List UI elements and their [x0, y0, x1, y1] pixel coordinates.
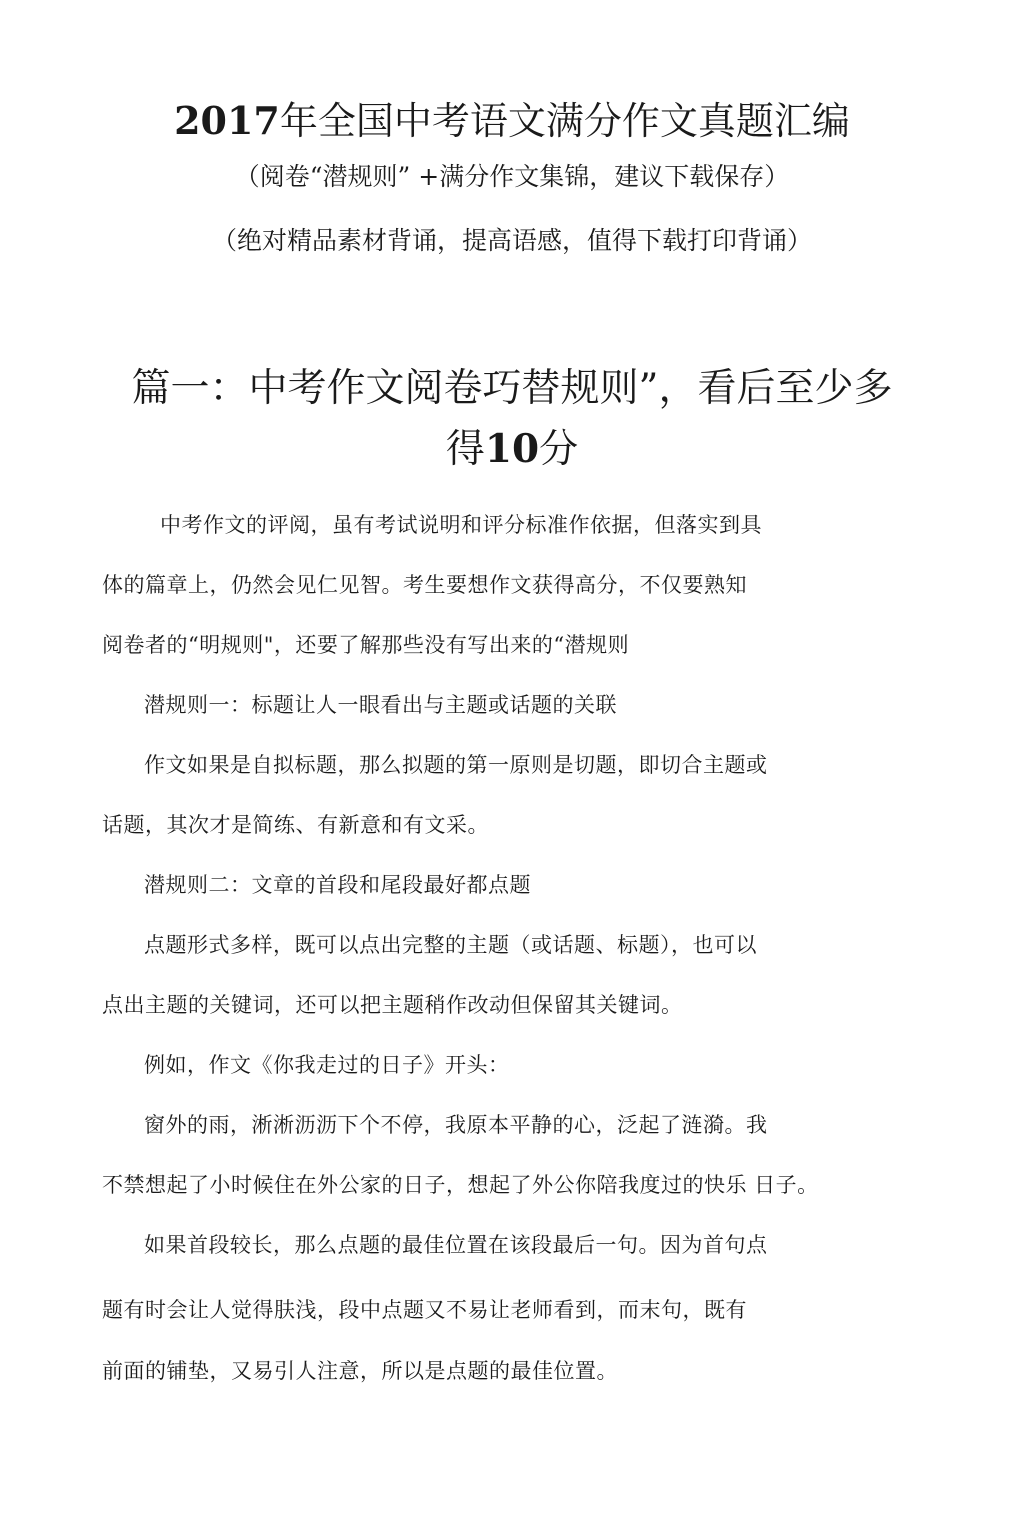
section-heading-line-2 [0, 420, 1024, 479]
body-line: 作文如果是自拟标题，那么拟题的第一原则是切题，即切合主题或 [144, 753, 768, 777]
subtitle-1: （阅卷“潜规则” +满分作文集锦，建议下载保存） [234, 162, 790, 191]
title-text: 年全国中考语文满分作文真题汇编 [279, 99, 850, 143]
body-line: 例如，作文《你我走过的日子》开头： [144, 1053, 510, 1077]
section-heading-number: 10 [484, 426, 540, 472]
body-line: 窗外的雨，淅淅沥沥下个不停，我原本平静的心，泛起了涟漪。我 [144, 1113, 768, 1137]
body-line: 点题形式多样，既可以点出完整的主题（或话题、标题），也可以 [144, 933, 757, 957]
document-title [0, 96, 1024, 146]
body-line: 不禁想起了小时候住在外公家的日子，想起了外公你陪我度过的快乐 日子。 [102, 1173, 819, 1197]
title-year: 2017 [174, 98, 280, 143]
body-line: 前面的铺垫，又易引人注意，所以是点题的最佳位置。 [102, 1359, 618, 1383]
subtitle-2: （绝对精品素材背诵，提高语感，值得下载打印背诵） [211, 226, 812, 255]
section-heading-prefix: 得 [445, 427, 485, 472]
body-line: 话题，其次才是简练、有新意和有文采。 [102, 813, 489, 837]
body-line: 中考作文的评阅，虽有考试说明和评分标准作依据，但落实到具 [160, 513, 762, 537]
section-heading-line-1: 篇一：中考作文阅卷巧替规则”，看后至少多 [131, 366, 893, 411]
body-line: 题有时会让人觉得肤浅，段中点题又不易让老师看到，而末句，既有 [102, 1298, 747, 1322]
body-line: 阅卷者的“明规则"，还要了解那些没有写出来的“潜规则 [102, 633, 630, 657]
body-line: 点出主题的关键词，还可以把主题稍作改动但保留其关键词。 [102, 993, 683, 1017]
body-line: 潜规则一：标题让人一眼看出与主题或话题的关联 [144, 693, 617, 717]
section-heading-suffix: 分 [539, 427, 579, 472]
body-line: 体的篇章上，仍然会见仁见智。考生要想作文获得高分，不仅要熟知 [102, 573, 747, 597]
body-line: 潜规则二：文章的首段和尾段最好都点题 [144, 873, 531, 897]
body-line: 如果首段较长，那么点题的最佳位置在该段最后一句。因为首句点 [144, 1233, 768, 1257]
